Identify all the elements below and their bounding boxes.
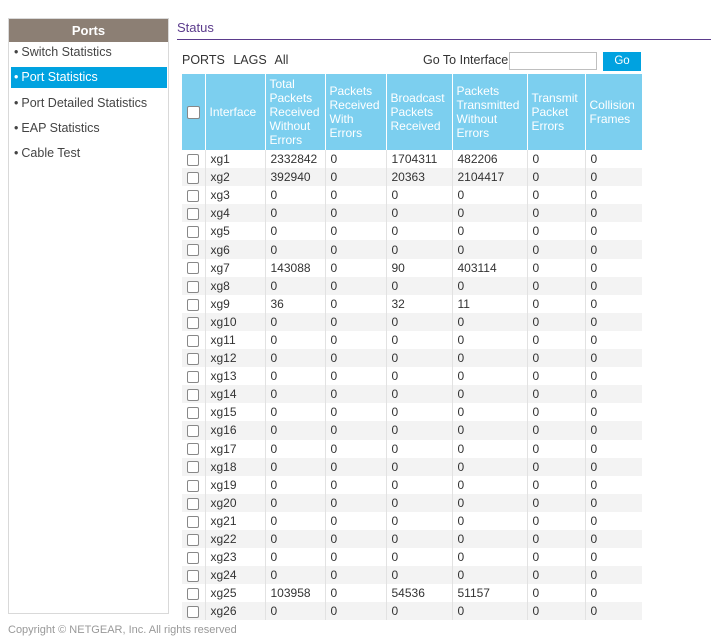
stat-cell: 0	[452, 421, 527, 439]
stat-cell: 0	[585, 476, 642, 494]
stat-cell: 0	[386, 566, 452, 584]
stat-cell: 0	[386, 403, 452, 421]
stat-cell: 0	[265, 440, 325, 458]
interface-cell: xg25	[205, 584, 265, 602]
stat-cell: 0	[386, 512, 452, 530]
row-select-cell	[182, 385, 205, 403]
stat-cell: 0	[325, 458, 386, 476]
port-statistics-table-wrap[interactable]	[182, 74, 642, 620]
interface-cell: xg1	[205, 150, 265, 168]
interface-cell: xg23	[205, 548, 265, 566]
row-checkbox[interactable]	[187, 172, 199, 184]
stat-cell: 0	[452, 530, 527, 548]
stat-cell: 0	[452, 349, 527, 367]
stat-cell: 0	[325, 403, 386, 421]
row-select-cell	[182, 548, 205, 566]
copyright: Copyright © NETGEAR, Inc. All rights reserved	[8, 624, 237, 636]
stat-cell: 0	[325, 222, 386, 240]
table-row[interactable]	[182, 150, 642, 168]
stat-cell: 0	[325, 313, 386, 331]
stat-cell: 0	[585, 222, 642, 240]
sidebar-header: Ports	[9, 19, 168, 42]
interface-cell: xg17	[205, 440, 265, 458]
stat-cell: 0	[386, 331, 452, 349]
col-total-packets-received: Total Packets Received Without Errors	[265, 74, 325, 150]
row-checkbox[interactable]	[187, 461, 199, 473]
interface-cell: xg20	[205, 494, 265, 512]
interface-cell: xg2	[205, 168, 265, 186]
stat-cell: 0	[527, 512, 585, 530]
stat-cell: 0	[265, 566, 325, 584]
row-select-cell	[182, 476, 205, 494]
stat-cell: 0	[386, 349, 452, 367]
row-select-cell	[182, 602, 205, 620]
stat-cell: 0	[452, 277, 527, 295]
stat-cell: 0	[452, 204, 527, 222]
stat-cell: 0	[527, 295, 585, 313]
interface-cell: xg9	[205, 295, 265, 313]
stat-cell: 0	[325, 204, 386, 222]
row-checkbox[interactable]	[187, 299, 199, 311]
stat-cell: 0	[585, 150, 642, 168]
stat-cell: 0	[325, 440, 386, 458]
tab-status[interactable]: Status	[177, 20, 214, 35]
stat-cell: 0	[325, 548, 386, 566]
stat-cell: 0	[585, 494, 642, 512]
stat-cell: 0	[585, 512, 642, 530]
stat-cell: 0	[386, 530, 452, 548]
table-row[interactable]	[182, 530, 642, 548]
table-row[interactable]	[182, 548, 642, 566]
stat-cell: 0	[585, 259, 642, 277]
stat-cell: 392940	[265, 168, 325, 186]
table-row[interactable]	[182, 240, 642, 258]
stat-cell: 0	[325, 494, 386, 512]
stat-cell: 0	[325, 295, 386, 313]
tab-underline	[177, 39, 711, 40]
filter-ports[interactable]: PORTS	[182, 53, 225, 67]
sidebar-item-port-detailed-statistics[interactable]	[11, 93, 167, 114]
stat-cell: 0	[585, 584, 642, 602]
interface-cell: xg14	[205, 385, 265, 403]
stat-cell: 0	[325, 186, 386, 204]
stat-cell: 0	[265, 403, 325, 421]
row-checkbox[interactable]	[187, 443, 199, 455]
row-select-cell	[182, 295, 205, 313]
go-button[interactable]: Go	[603, 52, 641, 71]
stat-cell: 0	[325, 331, 386, 349]
select-all-header	[182, 74, 205, 150]
stat-cell: 0	[585, 367, 642, 385]
stat-cell: 0	[527, 494, 585, 512]
sidebar-item-label: Port Detailed Statistics	[21, 96, 148, 110]
interface-cell: xg26	[205, 602, 265, 620]
stat-cell: 0	[325, 259, 386, 277]
col-collision-frames: Collision Frames	[585, 74, 642, 150]
interface-cell: xg15	[205, 403, 265, 421]
stat-cell: 0	[585, 440, 642, 458]
row-checkbox[interactable]	[187, 570, 199, 582]
row-select-cell	[182, 530, 205, 548]
stat-cell: 0	[386, 204, 452, 222]
stat-cell: 0	[585, 421, 642, 439]
stat-cell: 0	[585, 186, 642, 204]
row-select-cell	[182, 259, 205, 277]
sidebar-item-label: EAP Statistics	[21, 121, 100, 135]
stat-cell: 0	[386, 186, 452, 204]
goto-interface-input[interactable]	[509, 52, 597, 70]
row-select-cell	[182, 222, 205, 240]
interface-cell: xg22	[205, 530, 265, 548]
sidebar	[8, 18, 169, 614]
stat-cell: 0	[325, 566, 386, 584]
interface-cell: xg16	[205, 421, 265, 439]
filter-lags[interactable]: LAGS	[233, 53, 267, 67]
stat-cell: 0	[265, 349, 325, 367]
interface-cell: xg18	[205, 458, 265, 476]
table-row[interactable]	[182, 584, 642, 602]
stat-cell: 0	[265, 222, 325, 240]
stat-cell: 0	[325, 240, 386, 258]
row-select-cell	[182, 150, 205, 168]
row-checkbox[interactable]	[187, 317, 199, 329]
interface-cell: xg21	[205, 512, 265, 530]
stat-cell: 0	[265, 240, 325, 258]
row-checkbox[interactable]	[187, 606, 199, 618]
stat-cell: 0	[265, 512, 325, 530]
col-packets-transmitted: Packets Transmitted Without Errors	[452, 74, 527, 150]
row-checkbox[interactable]	[187, 516, 199, 528]
bullet-icon: •	[14, 96, 19, 110]
interface-cell: xg12	[205, 349, 265, 367]
stat-cell: 0	[585, 602, 642, 620]
stat-cell: 0	[527, 277, 585, 295]
row-select-cell	[182, 367, 205, 385]
stat-cell: 0	[325, 512, 386, 530]
interface-cell: xg7	[205, 259, 265, 277]
interface-cell: xg19	[205, 476, 265, 494]
stat-cell: 0	[527, 403, 585, 421]
stat-cell: 0	[585, 240, 642, 258]
stat-cell: 0	[386, 440, 452, 458]
select-all-checkbox[interactable]	[187, 106, 200, 119]
stat-cell: 0	[527, 204, 585, 222]
row-select-cell	[182, 331, 205, 349]
row-checkbox[interactable]	[187, 226, 199, 238]
col-packets-received-errors: Packets Received With Errors	[325, 74, 386, 150]
row-select-cell	[182, 494, 205, 512]
goto-interface-label: Go To Interface	[423, 53, 509, 67]
row-checkbox[interactable]	[187, 425, 199, 437]
stat-cell: 0	[527, 385, 585, 403]
stat-cell: 0	[527, 186, 585, 204]
row-checkbox[interactable]	[187, 407, 199, 419]
stat-cell: 0	[452, 186, 527, 204]
row-checkbox[interactable]	[187, 371, 199, 383]
stat-cell: 0	[585, 313, 642, 331]
stat-cell: 0	[325, 367, 386, 385]
row-select-cell	[182, 204, 205, 222]
row-select-cell	[182, 313, 205, 331]
row-checkbox[interactable]	[187, 154, 199, 166]
stat-cell: 90	[386, 259, 452, 277]
interface-cell: xg10	[205, 313, 265, 331]
stat-cell: 0	[265, 313, 325, 331]
interface-cell: xg5	[205, 222, 265, 240]
table-row[interactable]	[182, 385, 642, 403]
stat-cell: 0	[265, 277, 325, 295]
stat-cell: 0	[386, 222, 452, 240]
interface-cell: xg13	[205, 367, 265, 385]
stat-cell: 0	[527, 222, 585, 240]
row-select-cell	[182, 349, 205, 367]
stat-cell: 0	[452, 385, 527, 403]
stat-cell: 0	[527, 313, 585, 331]
stat-cell: 0	[452, 566, 527, 584]
stat-cell: 0	[325, 602, 386, 620]
stat-cell: 0	[452, 476, 527, 494]
row-checkbox[interactable]	[187, 552, 199, 564]
stat-cell: 0	[527, 458, 585, 476]
sidebar-item-cable-test[interactable]	[11, 143, 167, 164]
stat-cell: 0	[585, 458, 642, 476]
stat-cell: 0	[585, 530, 642, 548]
row-select-cell	[182, 186, 205, 204]
stat-cell: 0	[585, 566, 642, 584]
stat-cell: 0	[386, 385, 452, 403]
stat-cell: 0	[452, 331, 527, 349]
table-row[interactable]	[182, 494, 642, 512]
stat-cell: 0	[527, 240, 585, 258]
stat-cell: 0	[585, 349, 642, 367]
stat-cell: 0	[585, 168, 642, 186]
stat-cell: 0	[265, 494, 325, 512]
stat-cell: 0	[265, 367, 325, 385]
table-row[interactable]	[182, 367, 642, 385]
row-checkbox[interactable]	[187, 534, 199, 546]
stat-cell: 403114	[452, 259, 527, 277]
table-row[interactable]	[182, 277, 642, 295]
table-row[interactable]	[182, 440, 642, 458]
row-checkbox[interactable]	[187, 389, 199, 401]
stat-cell: 0	[386, 548, 452, 566]
stat-cell: 0	[452, 440, 527, 458]
row-checkbox[interactable]	[187, 335, 199, 347]
stat-cell: 0	[265, 548, 325, 566]
table-row[interactable]	[182, 204, 642, 222]
sidebar-item-switch-statistics[interactable]	[11, 42, 167, 63]
row-checkbox[interactable]	[187, 262, 199, 274]
table-row[interactable]	[182, 186, 642, 204]
row-select-cell	[182, 512, 205, 530]
table-row[interactable]	[182, 259, 642, 277]
row-checkbox[interactable]	[187, 480, 199, 492]
stat-cell: 103958	[265, 584, 325, 602]
sidebar-item-label: Cable Test	[21, 146, 81, 160]
stat-cell: 0	[585, 403, 642, 421]
stat-cell: 0	[386, 421, 452, 439]
stat-cell: 0	[527, 150, 585, 168]
table-row[interactable]	[182, 222, 642, 240]
table-row[interactable]	[182, 403, 642, 421]
stat-cell: 0	[265, 458, 325, 476]
table-row[interactable]	[182, 421, 642, 439]
table-row[interactable]	[182, 331, 642, 349]
row-checkbox[interactable]	[187, 190, 199, 202]
stat-cell: 0	[452, 222, 527, 240]
stat-cell: 0	[265, 421, 325, 439]
stat-cell: 0	[386, 602, 452, 620]
stat-cell: 36	[265, 295, 325, 313]
stat-cell: 2332842	[265, 150, 325, 168]
bullet-icon: •	[14, 70, 19, 84]
stat-cell: 0	[585, 204, 642, 222]
sidebar-item-label: Port Statistics	[21, 70, 98, 84]
stat-cell: 0	[265, 530, 325, 548]
stat-cell: 0	[452, 367, 527, 385]
stat-cell: 0	[325, 530, 386, 548]
stat-cell: 2104417	[452, 168, 527, 186]
stat-cell: 143088	[265, 259, 325, 277]
row-select-cell	[182, 584, 205, 602]
stat-cell: 0	[386, 277, 452, 295]
col-interface: Interface	[205, 74, 265, 150]
stat-cell: 0	[452, 602, 527, 620]
row-select-cell	[182, 168, 205, 186]
table-row[interactable]	[182, 476, 642, 494]
stat-cell: 0	[265, 476, 325, 494]
row-select-cell	[182, 440, 205, 458]
stat-cell: 0	[452, 458, 527, 476]
stat-cell: 0	[265, 602, 325, 620]
row-checkbox[interactable]	[187, 281, 199, 293]
stat-cell: 0	[265, 204, 325, 222]
table-row[interactable]	[182, 295, 642, 313]
stat-cell: 0	[527, 259, 585, 277]
row-checkbox[interactable]	[187, 353, 199, 365]
table-row[interactable]	[182, 602, 642, 620]
stat-cell: 0	[527, 566, 585, 584]
row-select-cell	[182, 403, 205, 421]
row-select-cell	[182, 458, 205, 476]
row-select-cell	[182, 277, 205, 295]
row-select-cell	[182, 421, 205, 439]
stat-cell: 0	[386, 458, 452, 476]
interface-cell: xg11	[205, 331, 265, 349]
port-statistics-table	[182, 74, 642, 620]
table-row[interactable]	[182, 349, 642, 367]
row-select-cell	[182, 240, 205, 258]
stat-cell: 0	[585, 385, 642, 403]
stat-cell: 0	[527, 168, 585, 186]
stat-cell: 0	[265, 331, 325, 349]
stat-cell: 0	[452, 240, 527, 258]
stat-cell: 0	[452, 548, 527, 566]
col-broadcast-packets: Broadcast Packets Received	[386, 74, 452, 150]
bullet-icon: •	[14, 146, 19, 160]
stat-cell: 0	[585, 548, 642, 566]
interface-cell: xg24	[205, 566, 265, 584]
bullet-icon: •	[14, 45, 19, 59]
stat-cell: 0	[527, 331, 585, 349]
stat-cell: 0	[585, 331, 642, 349]
row-checkbox[interactable]	[187, 588, 199, 600]
stat-cell: 0	[325, 150, 386, 168]
table-row[interactable]	[182, 313, 642, 331]
row-checkbox[interactable]	[187, 208, 199, 220]
stat-cell: 0	[386, 240, 452, 258]
stat-cell: 0	[265, 385, 325, 403]
stat-cell: 0	[527, 421, 585, 439]
interface-cell: xg8	[205, 277, 265, 295]
stat-cell: 20363	[386, 168, 452, 186]
stat-cell: 0	[325, 168, 386, 186]
stat-cell: 0	[325, 277, 386, 295]
interface-cell: xg3	[205, 186, 265, 204]
stat-cell: 0	[452, 494, 527, 512]
stat-cell: 0	[527, 584, 585, 602]
stat-cell: 0	[386, 313, 452, 331]
stat-cell: 0	[527, 440, 585, 458]
stat-cell: 0	[325, 584, 386, 602]
bullet-icon: •	[14, 121, 19, 135]
sidebar-item-port-statistics[interactable]	[11, 67, 167, 88]
sidebar-item-eap-statistics[interactable]	[11, 118, 167, 139]
stat-cell: 0	[325, 421, 386, 439]
stat-cell: 11	[452, 295, 527, 313]
stat-cell: 1704311	[386, 150, 452, 168]
stat-cell: 51157	[452, 584, 527, 602]
row-select-cell	[182, 566, 205, 584]
table-row[interactable]	[182, 512, 642, 530]
stat-cell: 32	[386, 295, 452, 313]
stat-cell: 0	[325, 385, 386, 403]
stat-cell: 0	[325, 349, 386, 367]
row-checkbox[interactable]	[187, 498, 199, 510]
stat-cell: 0	[527, 548, 585, 566]
col-transmit-errors: Transmit Packet Errors	[527, 74, 585, 150]
stat-cell: 482206	[452, 150, 527, 168]
stat-cell: 0	[585, 295, 642, 313]
stat-cell: 0	[527, 530, 585, 548]
stat-cell: 0	[452, 403, 527, 421]
stat-cell: 0	[265, 186, 325, 204]
stat-cell: 0	[527, 602, 585, 620]
row-checkbox[interactable]	[187, 244, 199, 256]
stat-cell: 0	[527, 367, 585, 385]
table-row[interactable]	[182, 566, 642, 584]
table-row[interactable]	[182, 168, 642, 186]
interface-cell: xg4	[205, 204, 265, 222]
table-row[interactable]	[182, 458, 642, 476]
stat-cell: 54536	[386, 584, 452, 602]
stat-cell: 0	[452, 313, 527, 331]
port-filter	[182, 53, 293, 67]
stat-cell: 0	[325, 476, 386, 494]
stat-cell: 0	[452, 512, 527, 530]
stat-cell: 0	[585, 277, 642, 295]
stat-cell: 0	[527, 476, 585, 494]
stat-cell: 0	[527, 349, 585, 367]
stat-cell: 0	[386, 476, 452, 494]
interface-cell: xg6	[205, 240, 265, 258]
filter-all[interactable]: All	[274, 53, 289, 67]
stat-cell: 0	[386, 494, 452, 512]
sidebar-item-label: Switch Statistics	[21, 45, 112, 59]
stat-cell: 0	[386, 367, 452, 385]
